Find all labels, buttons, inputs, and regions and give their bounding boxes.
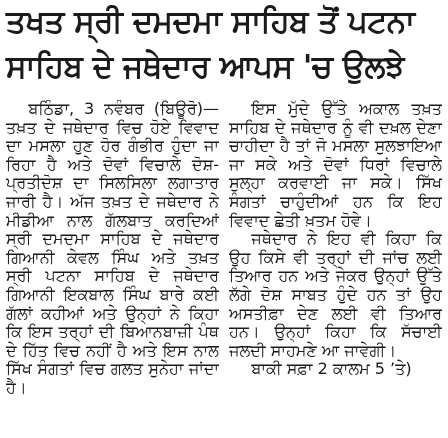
body-text: ਤਖ਼ਤ ਦੇ ਜਥੇਦਾਰ ਵਿਚ ਹੋਏ ਵਿਵਾਦ ਦਾ ਮਸਲਾ ਹੁਣ ਹੋਰ ਗੰਭੀਰ ਹੁੰਦਾ ਜਾ ਰਿਹਾ ਹੈ ਅਤੇ ਦੋਵਾਂ ਵਿਚਾਲੇ ਦੋਸ਼-ਪ੍ਰਤੀਦੋਸ਼ ਦਾ ਸਿਲਸਿਲਾ ਲਗਾਤਾਰ ਜਾਰੀ ਹੈ। ਅੱਜ ਤਖ਼ਤ ਦੇ ਜਥੇਦਾਰ ਨੇ ਮੀਡੀਆ ਨਾਲ ਗੱਲਬਾਤ ਕਰਦਿਆਂ ਸ੍ਰੀ ਦਮਦਮਾ ਸਾਹਿਬ ਦੇ ਜਥੇਦਾਰ ਗਿਆਨੀ ਕੇਵਲ ਸਿੰਘ ਅਤੇ ਤਖ਼ਤ ਸ੍ਰੀ ਪਟਨਾ ਸਾਹਿਬ ਦੇ ਜਥੇਦਾਰ ਗਿਆਨੀ ਇਕਬਾਲ ਸਿੰਘ ਬਾਰੇ ਕਈ ਗੱਲਾਂ ਕਹੀਆਂ ਅਤੇ ਉਨ੍ਹਾਂ ਨੇ ਕਿਹਾ ਕਿ ਇਸ ਤਰ੍ਹਾਂ ਦੀ ਬਿਆਨਬਾਜ਼ੀ ਪੰਥ ਦੇ ਹਿੱਤ ਵਿਚ ਨਹੀਂ ਹੈ ਅਤੇ ਇਸ ਨਾਲ ਸਿੱਖ ਸੰਗਤਾਂ ਵਿਚ ਗਲਤ ਸੁਨੇਹਾ ਜਾਂਦਾ ਹੈ। — [6, 117, 219, 397]
headline-line-1: ਤਖਤ ਸ੍ਰੀ ਦਮਦਮਾ ਸਾਹਿਬ ਤੋਂ ਪਟਨਾ — [6, 4, 415, 40]
body-column-right — [229, 100, 442, 438]
headline-line-2: ਸਾਹਿਬ ਦੇ ਜਥੇਦਾਰ ਆਪਸ 'ਚ ਉਲਝੇ — [6, 49, 404, 85]
article-body — [6, 100, 442, 438]
body-paragraph: ਇਸ ਮੁੱਦੇ ਉੱਤੇ ਅਕਾਲ ਤਖ਼ਤ ਸਾਹਿਬ ਦੇ ਜਥੇਦਾਰ ਨੂੰ ਵੀ ਦਖ਼ਲ ਦੇਣਾ ਚਾਹੀਦਾ ਹੈ ਤਾਂ ਜੋ ਮਸਲਾ ਸੁਲਝਾਇਆ ਜਾ ਸਕੇ ਅਤੇ ਦੋਵਾਂ ਧਿਰਾਂ ਵਿਚਾਲੇ ਸੁਲ੍ਹਾ ਕਰਵਾਈ ਜਾ ਸਕੇ। ਸਿੱਖ ਸੰਗਤਾਂ ਚਾਹੁੰਦੀਆਂ ਹਨ ਕਿ ਇਹ ਵਿਵਾਦ ਛੇਤੀ ਖ਼ਤਮ ਹੋਵੇ। — [229, 100, 442, 230]
body-paragraph: ਜਥੇਦਾਰ ਨੇ ਇਹ ਵੀ ਕਿਹਾ ਕਿ ਉਹ ਕਿਸੇ ਵੀ ਤਰ੍ਹਾਂ ਦੀ ਜਾਂਚ ਲਈ ਤਿਆਰ ਹਨ ਅਤੇ ਜੇਕਰ ਉਨ੍ਹਾਂ ਉੱਤੇ ਲੱਗੇ ਦੋਸ਼ ਸਾਬਤ ਹੁੰਦੇ ਹਨ ਤਾਂ ਉਹ ਅਸਤੀਫ਼ਾ ਦੇਣ ਲਈ ਵੀ ਤਿਆਰ ਹਨ। ਉਨ੍ਹਾਂ ਕਿਹਾ ਕਿ ਸੱਚਾਈ ਜਲਦੀ ਸਾਹਮਣੇ ਆ ਜਾਵੇਗੀ। — [229, 229, 442, 360]
body-column-left — [6, 100, 219, 438]
body-paragraph — [6, 100, 219, 398]
continued-note: ਬਾਕੀ ਸਫ਼ਾ 2 ਕਾਲਮ 5 ’ਤੇ) — [251, 359, 412, 379]
headline — [4, 0, 444, 90]
dateline: ਬਠਿੰਡਾ, 3 ਨਵੰਬਰ (ਬਿਊਰੋ)— — [28, 100, 219, 118]
